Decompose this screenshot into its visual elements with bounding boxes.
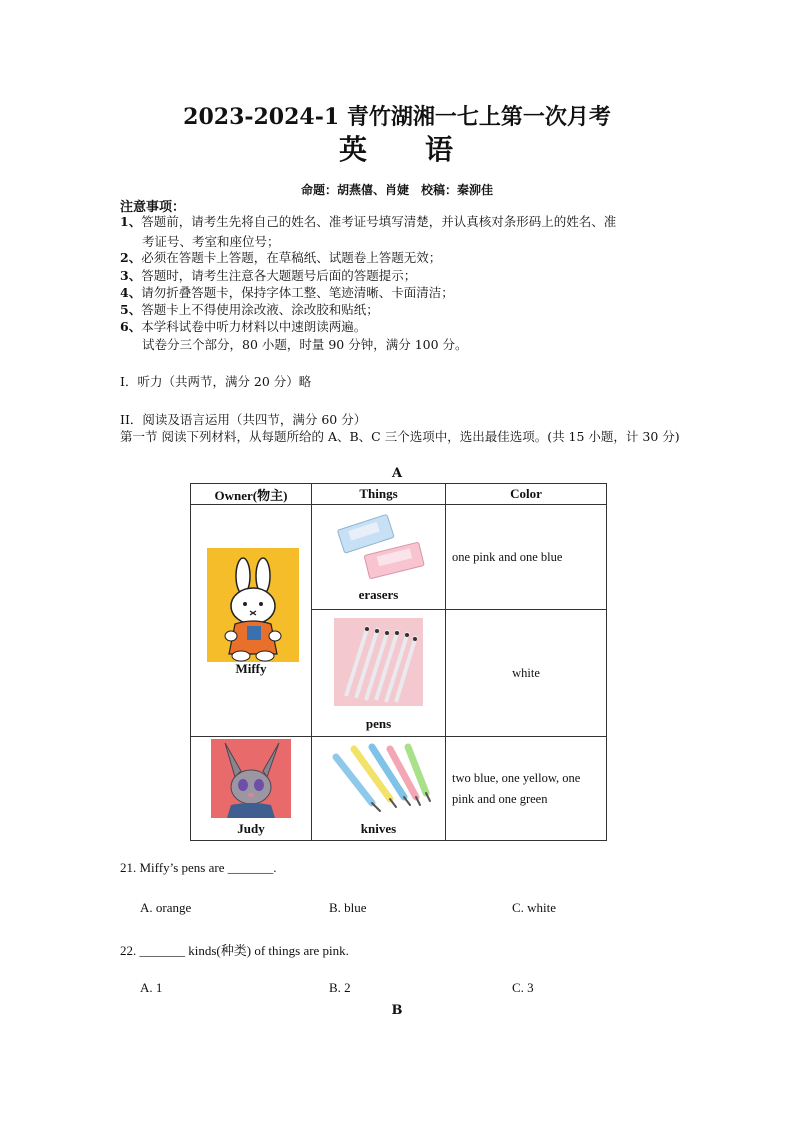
question-22-option-b: B. 2 [329,980,351,995]
things-cell-erasers [312,505,446,610]
owner-label-miffy: Miffy [235,661,267,676]
note-item: 3、答题时，请考生注意各大题题号后面的答题提示； [120,268,417,283]
subject-right: 语 [425,133,456,166]
question-21-stem: 21. Miffy’s pens are _______. [120,860,277,875]
color-knives: two blue, one yellow, one pink and one green [446,737,607,841]
passage-a-label: A [391,466,403,481]
note-item: 5、答题卡上不得使用涂改液、涂改胶和贴纸； [120,302,379,317]
note-item: 考证号、考室和座位号； [142,234,280,249]
question-21-option-c: C. white [512,900,557,915]
question-21-option-b: B. blue [329,900,367,915]
passage-b-label: B [391,1003,403,1018]
question-21-option-a: A. orange [140,900,192,915]
thing-label-pens: pens [365,716,392,731]
subject-title [0,128,794,168]
things-cell-knives [312,737,446,841]
section-listening: I．听力（共两节，满分 20 分）略 [120,374,312,389]
owner-things-table [190,483,607,841]
header-things: Things [312,484,446,505]
note-item: 4、请勿折叠答题卡，保持字体工整、笔迹清晰、卡面清洁； [120,285,454,300]
header-color: Color [446,484,607,505]
task-instruction: 第一节 阅读下列材料，从每题所给的 A、B、C 三个选项中，选出最佳选项。(共 15 小题，计 30 分) [120,429,680,444]
note-item: 试卷分三个部分，80 小题，时量 90 分钟，满分 100 分。 [142,337,468,352]
owner-label-judy: Judy [237,821,265,836]
header-owner: Owner(物主) [191,484,312,505]
question-22-stem: 22. _______ kinds(种类) of things are pink. [120,943,349,958]
note-item: 6、本学科试卷中听力材料以中速朗读两遍。 [120,319,367,334]
question-22-option-c: C. 3 [512,980,534,995]
owner-cell-judy [191,737,312,841]
question-22-option-a: A. 1 [140,980,163,995]
exam-title: 2023-2024-1 青竹湖湘一七上第一次月考 [183,104,611,130]
color-erasers: one pink and one blue [446,505,607,610]
owner-cell-miffy [191,505,312,737]
subject-left: 英 [338,133,369,166]
notes-heading: 注意事项： [120,200,186,215]
miffy-image [191,506,311,736]
thing-label-knives: knives [360,821,397,836]
thing-label-erasers: erasers [358,587,399,602]
things-cell-pens [312,610,446,737]
note-item: 2、必须在答题卡上答题，在草稿纸、试题卷上答题无效； [120,250,442,265]
note-item: 1、答题前，请考生先将自己的姓名、准考证号填写清楚，并认真核对条形码上的姓名、准 [120,214,617,229]
credits-line: 命题：胡燕僖、肖婕 校稿：秦泖佳 [300,183,493,197]
section-reading: II．阅读及语言运用（共四节，满分 60 分） [120,412,367,427]
color-pens: white [446,610,607,737]
